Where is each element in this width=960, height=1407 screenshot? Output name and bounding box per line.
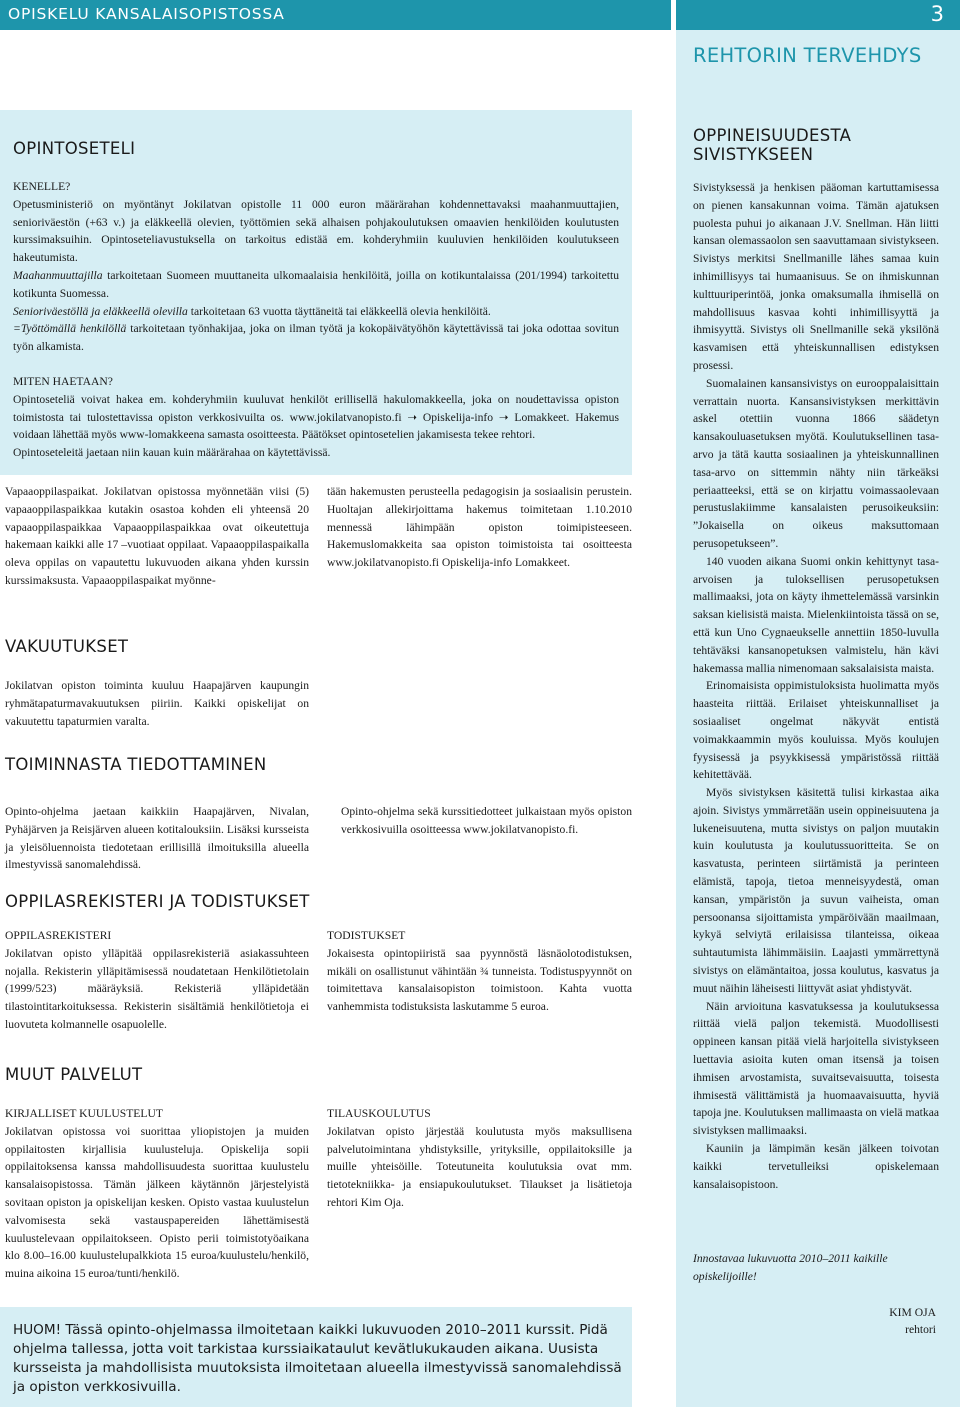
sidebar-paragraph: Myös sivistyksen käsitettä tulisi kirkastaa aika ajoin. Sivistys ymmärretään usein oppineisuutena ja lukeneisuutena, mutta sivistys on paljon muutakin kuin koulutusta ja koulutussuoritteita. Se on kasvatusta, perinteen siirtämistä ja perinteen elämistä, tapoja, tietoa menneisyydestä, oman kansan, ympäristön ja suvun vaiheista, oman persoonansa sijoittamista ympäröivään maailmaan, kykyä selviytä erilaisissa tilanteissa, oikeaa suhtautumista lähimmäisiin. Laajasti ymmärrettynä sivistys on elämäntaitoa, jossa koulutus, kasvatus ja muut näihin läheisesti liittyvät asiat yhdistyvät.	[693, 786, 939, 995]
sidebar-paragraph: Kauniin ja lämpimän kesän jälkeen toivotan kaikki tervetulleiksi opiskelemaan kansalaisopistoon.	[693, 1142, 939, 1191]
opintoseteli-paragraph: Opintoseteliä voivat hakea em. kohderyhmiin kuuluvat henkilöt erillisellä hakulomakkeella, joka on noudettavissa opiston toimistosta tai tulostettavissa opiston verkkosivuilta os. www.jokilatvanopisto.fi ➝ Opiskelija-info ➝ Lomakkeet. Hakemus voidaan lähettää myös www-lomakkeena samasta osoitteesta. Päätökset opintosetelien jakamisesta tekee rehtori.	[13, 392, 619, 442]
vakuutukset-text: Jokilatvan opiston toiminta kuuluu Haapajärven kaupungin ryhmätapaturmavakuutuksen piiriin. Kaikki opiskelijat on vakuutettu tapaturmien varalta.	[5, 679, 309, 728]
sidebar-heading	[693, 126, 851, 164]
opintoseteli-paragraph: Opintoseteleitä jaetaan niin kauan kuin määrärahaa on käytettävissä.	[13, 446, 331, 460]
sidebar-closing: Innostavaa lukuvuotta 2010–2011 kaikille opiskelijoille!	[693, 1252, 888, 1283]
vakuutukset-title: VAKUUTUKSET	[5, 637, 129, 656]
vapaaoppilas-left	[5, 483, 309, 590]
page-number: 3	[930, 2, 944, 26]
sidebar-paragraph: Suomalainen kansansivistys on eurooppalaisittain verrattain nuorta. Kansansivistyksen merkittävin askel otettiin vuonna 1866 säädetyn kansakouluasetuksen myötä. Koulutuksellinen tasa-arvo ja tätä kautta sosiaalinen ja yhteiskunnallinen tasa-arvo on sittemmin nähty niin tärkeäksi periaatteeksi, että se on kirjattu voimassaolevaan perustuslakiimme kansalaisten perusoikeuksiin: ”Jokaisella on oikeus maksuttomaan perusopetukseen”.	[693, 376, 939, 550]
page-number-bar	[676, 0, 960, 30]
opintoseteli-paragraph	[13, 267, 619, 303]
term-seniorivaesto: Senioriväestöllä ja eläkkeellä olevilla	[13, 304, 188, 318]
rekisteri-title: OPPILASREKISTERI JA TODISTUKSET	[5, 892, 310, 911]
tiedottaminen-right	[341, 803, 632, 839]
sidebar-paragraph: Sivistyksessä ja henkisen pääoman kartuttamisessa on pienen kansakunnan voima. Tämän ajatuksen puolesta puhui jo aikanaan J.V. Snellman. Hän liitti kansan olemassaolon sen saavuttamaan sivistykseen. Sivistys merkitsi Snellmanille lähes samaa kuin inhimillisyys tai humaanisuus. Se on ihmiskunnan kulttuuriperintöä, jonka omaksumalla ihmisellä on mahdollisuus kasvaa kohti inhimillisyyttä ja ihmisyyttä. Sivistys oli Snellmanille sekä yksilönä kasvamisen että yhteiskunnallisen edistyksen prosessi.	[693, 181, 939, 372]
sidebar-paragraph: Erinomaisista oppimistuloksista huolimatta myös haasteita riittää. Erilaiset yhteiskunnalliset ja sosiaaliset ongelmat näkyvät entistä voimakkaammin myös kouluissa. Myös koulujen fyysisessä ja psyykkisessä ympäristössä riittää kehitettävää.	[693, 679, 939, 782]
opintoseteli-body	[13, 178, 619, 462]
sidebar-paragraph: Näin arvioituna kasvatuksessa ja koulutuksessa riittää vielä paljon tekemistä. Muodollisesti oppineen kansan pitää vielä harjoitella sivistykseen luettavia asioita kuten oman itsensä ja toisen ihmisen arvostamista, suvaitsevaisuutta, toisesta ihmisestä välittämistä ja huomaavaisuutta, hyviä tapoja jne. Koulutuksen mallimaasta on vielä matkaa sivistyksen mallimaaksi.	[693, 999, 939, 1138]
vapaaoppilas-right	[327, 483, 632, 572]
oppilasrekisteri-heading: OPPILASREKISTERI	[5, 929, 112, 942]
kuulustelut-text: Jokilatvan opistossa voi suorittaa yliopistojen ja muiden oppilaitosten kirjallisia kuulusteluja. Opiskelija sopii oppilaitoksensa kanssa mahdollisuudesta suorittaa kuulustelu kansalaisopistossa. Tämän jälkeen käytännön järjestelyistä sovitaan opiston ja opiskelijan kesken. Opisto vastaa kuulustelun valvomisesta sekä vastauspapereiden lähettämisestä kuulustelevaan oppilaitokseen. Opisto perii toimistotyöaikana klo 8.00–16.00 kuulustelupalkkiota 15 euroa/kuulustelu/henkilö, muina aikoina 15 euroa/tunti/henkilö.	[5, 1124, 309, 1281]
tiedottaminen-text: Opinto-ohjelma jaetaan kaikkiin Haapajärven, Nivalan, Pyhäjärven ja Reisjärven alueen kotitalouksiin. Lisäksi kursseista ja yleisöluennoista tiedotetaan erillisillä ilmoituksilla alueella ilmestyvissä sanomalehdissä.	[5, 805, 309, 872]
todistukset-text: Jokaisesta opintopiiristä saa pyynnöstä läsnäolotodistuksen, mikäli on osallistunut vähintään ¾ tunneista. Todistuspyynnöt on toimitettava kansalaisopiston toimistoon. Kahta vuotta vanhemmista todistuksista laskutamme 5 euroa.	[327, 946, 632, 1014]
sidebar-body	[693, 179, 939, 1193]
muut-right	[327, 1105, 632, 1212]
opintoseteli-paragraph	[13, 303, 619, 321]
opintoseteli-paragraph: Opetusministeriö on myöntänyt Jokilatvan opistolle 11 000 euron määrärahan kohdennettavaksi maahanmuuttajien, senioriväestön (+63 v.) ja eläkkeellä olevien, työttömien sekä alhaisen pohjakoulutuksen omaavien henkilöiden koulutusten kurssimaksuihin. Opintoseteliavustuksella on tarkoitus edistää em. kohderyhmiin kuuluvien henkilöiden koulutukseen hakeutumista.	[13, 197, 619, 265]
muut-title: MUUT PALVELUT	[5, 1065, 143, 1084]
oppilasrekisteri-text: Jokilatvan opisto ylläpitää oppilasrekisteriä asiakassuhteen nojalla. Rekisterin ylläpitämisessä noudatetaan Henkilötietolain (1999/523) määräyksiä. Rekisteriä ylläpidetään tilastointitarkoituksessa. Rekisterin sisältämiä henkilötietoja ei luovuteta kolmannelle osapuolelle.	[5, 946, 309, 1031]
tiedottaminen-text: Opinto-ohjelma sekä kurssitiedotteet julkaistaan myös opiston verkkosivuilla osoitteessa www.jokilatvanopisto.fi.	[341, 805, 632, 836]
tiedottaminen-title: TOIMINNASTA TIEDOTTAMINEN	[5, 755, 267, 774]
todistukset-heading: TODISTUKSET	[327, 929, 406, 942]
definition-text: tarkoitetaan Suomeen muuttaneita ulkomaalaisia henkilöitä, joilla on kotikuntalaissa (201/1994) tarkoitettu kotikunta Suomessa.	[13, 268, 619, 300]
rekisteri-left	[5, 927, 309, 1034]
opintoseteli-title: OPINTOSETELI	[13, 139, 136, 158]
signature	[850, 1304, 936, 1338]
vapaaoppilas-text: tään hakemusten perusteella pedagogisin ja sosiaalisin perustein. Huoltajan allekirjoittama hakemus toimitetaan 1.10.2010 mennessä lähimpään opiston toimipisteeseen. Hakemuslomakkeita saa opiston toimistoista tai osoitteesta www.jokilatvanopisto.fi Opiskelija-info Lomakkeet.	[327, 485, 632, 570]
signature-name: KIM OJA	[889, 1306, 936, 1319]
definition-text: tarkoitetaan 63 vuotta täyttäneitä tai eläkkeellä olevia henkilöitä.	[187, 304, 491, 318]
vapaaoppilas-text: Vapaaoppilaspaikat. Jokilatvan opistossa myönnetään viisi (5) vapaaoppilaspaikkaa kutakin osastoa kohden eli yhteensä 20 vapaaoppilaspaikkaa Vapaaoppilaspaikkaa ovat oikeutettuja hakemaan kaikki alle 17 –vuotiaat oppilaat. Vapaaoppilaspaikalla oleva oppilas on vapautettu lukuvuoden aikana yhden kurssin kurssimaksusta. Vapaaoppilaspaikat myönne-	[5, 485, 309, 587]
vakuutukset-body	[5, 677, 309, 730]
term-tyoton: =Työttömällä henkilöllä	[13, 322, 127, 336]
kuulustelut-heading: KIRJALLISET KUULUSTELUT	[5, 1107, 163, 1120]
miten-heading: MITEN HAETAAN?	[13, 374, 113, 388]
header-title: OPISKELU KANSALAISOPISTOSSA	[8, 5, 285, 23]
tilauskoulutus-text: Jokilatvan opisto järjestää koulutusta myös maksullisena palvelutoimintana yhdistyksille, yrityksille, oppilaitoksille ja muille yhteisöille. Toteutuneita koulutuksia ovat mm. tietotekniikka- ja ensiapukoulutukset. Tilaukset ja lisätietoja rehtori Kim Oja.	[327, 1124, 632, 1209]
rekisteri-right	[327, 927, 632, 1016]
definition-text: tarkoitetaan työnhakijaa, joka on ilman työtä ja kokopäivätyöhön käytettävissä tai joka odottaa sovitun työn alkamista.	[13, 322, 619, 354]
opintoseteli-paragraph	[13, 320, 619, 356]
signature-title: rehtori	[905, 1323, 936, 1336]
sidebar-title: REHTORIN TERVEHDYS	[693, 44, 922, 67]
term-maahanmuuttajilla: Maahanmuuttajilla	[13, 268, 103, 282]
sidebar-heading-line2: SIVISTYKSEEN	[693, 145, 814, 164]
header-bar	[0, 0, 671, 30]
kenelle-heading: KENELLE?	[13, 180, 71, 193]
tilauskoulutus-heading: TILAUSKOULUTUS	[327, 1107, 431, 1120]
muut-left	[5, 1105, 309, 1283]
sidebar-paragraph: 140 vuoden aikana Suomi onkin kehittynyt tasa-arvoisen ja tuloksellisen perusopetuksen mallimaaksi, jota on käyty ihmettelemässä varsinkin saksan kielisistä maista. Mielenkiintoista tässä on se, että kun Uno Cygnaeukselle annettiin 1850-luvulla tehtäväksi kansanopetuksen valmistelu, hän kävi hakemassa mallia nimenomaan saksalaisista maista.	[693, 554, 939, 675]
notice-text: HUOM! Tässä opinto-ohjelmassa ilmoitetaan kaikki lukuvuoden 2010–2011 kurssit. Pidä ohjelma tallessa, jotta voit tarkistaa kurssiaikataulut kevätlukukauden aikana. Uusista kursseista ja mahdollisista muutoksista ilmoitetaan alueella ilmestyvissä sanomalehdissä ja opiston verkkosivuilla.	[13, 1322, 622, 1395]
tiedottaminen-left	[5, 803, 309, 874]
sidebar-heading-line1: OPPINEISUUDESTA	[693, 126, 852, 145]
